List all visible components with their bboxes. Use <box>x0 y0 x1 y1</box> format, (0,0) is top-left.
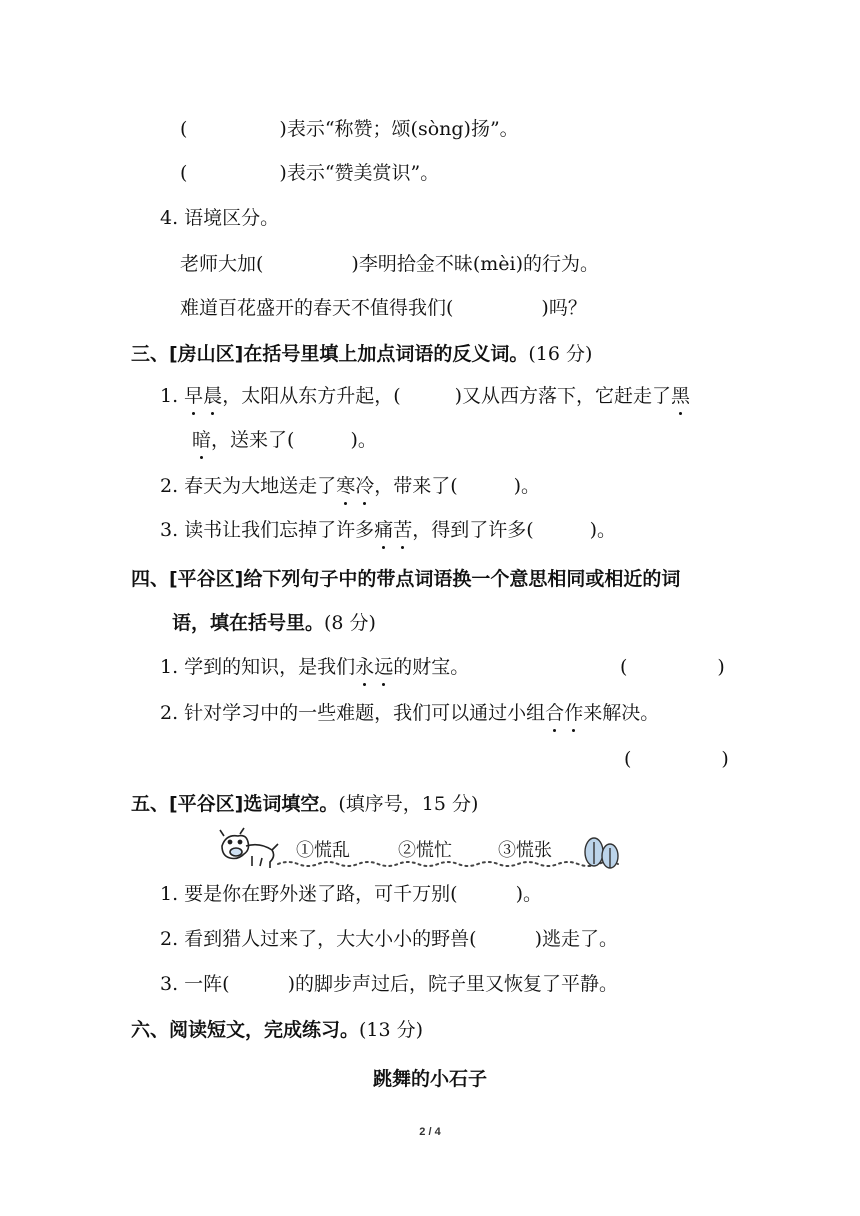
sentence-part: )。 <box>350 429 377 451</box>
option-1: ①慌乱 <box>296 840 350 861</box>
sentence-part: )。 <box>515 883 543 905</box>
sentence-part: 3. 一阵( <box>160 973 230 995</box>
option-2: ②慌忙 <box>398 840 452 861</box>
sentence-part: )又从西方落下，它赶走了 <box>454 385 672 407</box>
sentence-part: 来解决。 <box>583 702 660 724</box>
dotted-char: 早 <box>184 385 204 407</box>
sentence-part: )的脚步声过后，院子里又恢复了平静。 <box>287 973 619 995</box>
sentence-part: )。 <box>589 519 617 541</box>
sentence-part: 1. 要是你在野外迷了路，可千万别( <box>160 883 458 905</box>
word-options-box <box>212 822 632 872</box>
s3-item-1-cont <box>192 428 377 452</box>
dotted-char: 苦 <box>393 519 413 541</box>
dotted-ground-line <box>278 862 618 866</box>
item-number: 2. <box>160 475 185 497</box>
dotted-char: 冷 <box>355 475 375 497</box>
sentence-part: 的财宝。 <box>393 656 470 678</box>
s4-item-2 <box>160 701 659 725</box>
dotted-char: 黑 <box>671 385 691 407</box>
section-4-heading-cont <box>172 611 376 635</box>
s4-item-1 <box>160 655 469 679</box>
passage-title: 跳舞的小石子 <box>372 1068 487 1090</box>
sentence-part: ，送来了( <box>211 429 295 451</box>
dotted-char: 永 <box>355 656 375 678</box>
close-paren: ) <box>279 162 287 184</box>
score: (13 分) <box>359 1019 424 1041</box>
sentence-part: )。 <box>513 475 541 497</box>
open-paren: ( <box>620 656 628 678</box>
sentence-part: 难道百花盛开的春天不值得我们( <box>180 297 454 319</box>
dotted-char: 远 <box>374 656 394 678</box>
dotted-char: 作 <box>564 702 584 724</box>
sentence-part: ，带来了( <box>374 475 458 497</box>
definition-line-2 <box>180 161 439 185</box>
definition-text: 表示“赞美赏识”。 <box>286 162 440 184</box>
s5-item-3 <box>160 972 618 996</box>
score: (16 分) <box>528 343 593 365</box>
s3-item-2 <box>160 474 540 498</box>
item-number: 3. <box>160 519 185 541</box>
close-paren: ) <box>279 118 287 140</box>
context-sentence-b <box>180 296 587 320</box>
close-paren: ) <box>721 748 729 770</box>
close-paren: ) <box>717 656 725 678</box>
sentence-part: 老师大加( <box>180 253 264 275</box>
heading-text: 五、[平谷区]选词填空。 <box>131 793 339 815</box>
s3-item-1 <box>160 384 690 408</box>
s5-item-1 <box>160 882 542 906</box>
definition-text: 表示“称赞；颂(sòng)扬”。 <box>286 118 519 140</box>
sentence-part: 2. 针对学习中的一些难题，我们可以通过小组 <box>160 702 546 724</box>
section-5-heading <box>131 792 478 816</box>
heading-text: 六、阅读短文，完成练习。 <box>131 1019 360 1041</box>
page-number: 2 / 4 <box>419 1126 441 1138</box>
sentence-part: )吗？ <box>541 297 587 319</box>
score: (8 分) <box>324 612 376 634</box>
sentence-part: )逃走了。 <box>534 928 619 950</box>
calf-icon <box>220 828 278 868</box>
item-number: 1. <box>160 385 185 407</box>
dotted-char: 合 <box>545 702 565 724</box>
dotted-char: 暗 <box>192 429 212 451</box>
sentence-part: )李明拾金不昧(mèi)的行为。 <box>351 253 599 275</box>
s3-item-3 <box>160 518 616 542</box>
section-6-heading <box>131 1018 423 1042</box>
sentence-part: ，得到了许多( <box>412 519 534 541</box>
sentence-part: 春天为大地送走了 <box>184 475 337 497</box>
s4-item-2-blank <box>624 747 729 771</box>
heading-text: 三、[房山区]在括号里填上加点词语的反义词。 <box>131 343 529 365</box>
s4-item-1-blank <box>620 655 725 679</box>
open-paren: ( <box>180 118 188 140</box>
score: (填序号，15 分) <box>338 793 479 815</box>
section-4-heading: 四、[平谷区]给下列句子中的带点词语换一个意思相同或相近的词 <box>131 568 681 590</box>
sentence-part: 1. 学到的知识，是我们 <box>160 656 356 678</box>
open-paren: ( <box>180 162 188 184</box>
sentence-part: ，太阳从东方升起，( <box>222 385 401 407</box>
question-4-heading: 4. 语境区分。 <box>160 207 280 229</box>
dotted-char: 痛 <box>374 519 394 541</box>
heading-text: 语，填在括号里。 <box>172 612 325 634</box>
open-paren: ( <box>624 748 632 770</box>
context-sentence-a <box>180 252 599 276</box>
sentence-part: 2. 看到猎人过来了，大大小小的野兽( <box>160 928 477 950</box>
s5-item-2 <box>160 927 618 951</box>
dotted-char: 晨 <box>203 385 223 407</box>
section-3-heading <box>131 342 592 366</box>
definition-line-1 <box>180 117 519 141</box>
sentence-part: 读书让我们忘掉了许多 <box>184 519 375 541</box>
option-3: ③慌张 <box>498 840 552 861</box>
dotted-char: 寒 <box>336 475 356 497</box>
